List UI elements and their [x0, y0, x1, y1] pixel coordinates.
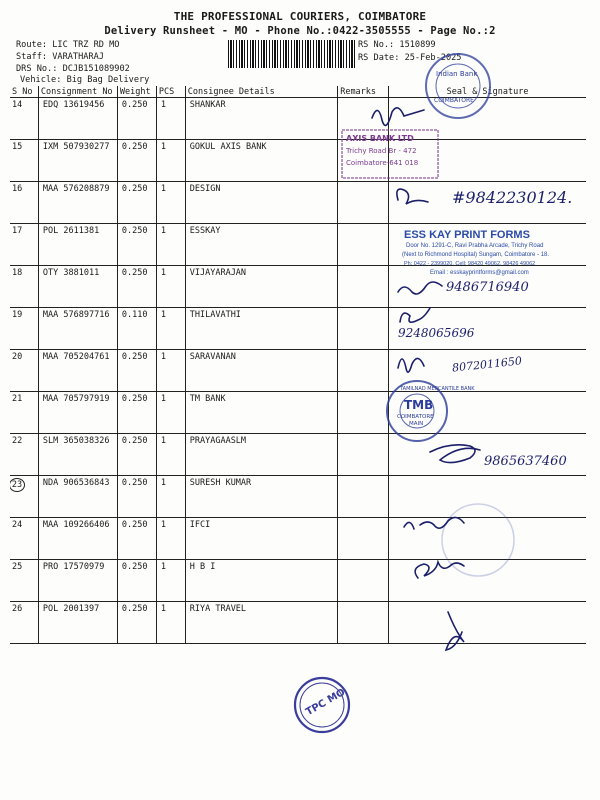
barcode: [228, 40, 356, 68]
indian-bank-stamp-city: COIMBATORE: [434, 97, 474, 104]
row-consignment-no: MAA 705204761: [38, 350, 117, 392]
axis-stamp-name: AXIS BANK LTD: [346, 134, 414, 143]
row-remarks: [338, 224, 389, 266]
row-consignee: PRAYAGAASLM: [185, 434, 337, 476]
row-seal-signature: [389, 140, 586, 182]
row-weight: 0.250: [117, 518, 156, 560]
table-row: [10, 602, 586, 644]
row-weight: 0.110: [117, 308, 156, 350]
tmb-stamp-city: COIMBATORE: [397, 414, 434, 420]
esskay-stamp-email: Email : esskayprintforms@gmail.com: [430, 270, 529, 276]
rs-date: RS Date: 25-Feb-2025: [358, 53, 462, 63]
row-consignee: IFCI: [185, 518, 337, 560]
row-consignee: RIYA TRAVEL: [185, 602, 337, 644]
table-row: [10, 98, 586, 140]
row-pcs: 1: [156, 518, 185, 560]
table-row: [10, 518, 586, 560]
row-sno: 25: [10, 560, 38, 602]
row-seal-signature: [389, 476, 586, 518]
row-pcs: 1: [156, 602, 185, 644]
esskay-stamp-addr2: (Next to Richmond Hospital) Sungam, Coimbatore - 18.: [402, 252, 550, 258]
row-sno: 26: [10, 602, 38, 644]
row-consignment-no: SLM 365038326: [38, 434, 117, 476]
row-weight: 0.250: [117, 140, 156, 182]
row-seal-signature: [389, 602, 586, 644]
row-consignment-no: EDQ 13619456: [38, 98, 117, 140]
row-sno: 20: [10, 350, 38, 392]
indian-bank-stamp-name: Indian Bank: [436, 70, 478, 78]
route-label: Route: LIC TRZ RD MO: [16, 40, 120, 50]
row-pcs: 1: [156, 182, 185, 224]
row-sno: 17: [10, 224, 38, 266]
row-consignee: THILAVATHI: [185, 308, 337, 350]
row-sno: 22: [10, 434, 38, 476]
row-seal-signature: [389, 98, 586, 140]
row-weight: 0.250: [117, 602, 156, 644]
axis-stamp-line3: Coimbatore-641 018: [346, 159, 419, 167]
row-remarks: [338, 392, 389, 434]
row-remarks: [338, 560, 389, 602]
row-consignment-no: MAA 576897716: [38, 308, 117, 350]
col-pcs: PCS: [156, 86, 185, 98]
tmb-stamp-logo: TMB: [404, 398, 434, 412]
row-remarks: [338, 350, 389, 392]
row-pcs: 1: [156, 308, 185, 350]
row-sno: 19: [10, 308, 38, 350]
row-seal-signature: [389, 518, 586, 560]
table-row: [10, 308, 586, 350]
row-consignment-no: PRO 17570979: [38, 560, 117, 602]
tpc-mo-stamp-text: TPC MO: [304, 686, 348, 719]
row-weight: 0.250: [117, 182, 156, 224]
col-seal-signature: Seal & Signature: [389, 86, 586, 98]
tmb-stamp-name: TAMILNAD MERCANTILE BANK: [400, 386, 475, 392]
row-seal-signature: [389, 560, 586, 602]
col-weight: Weight: [117, 86, 156, 98]
esskay-stamp-name: ESS KAY PRINT FORMS: [404, 229, 530, 241]
row-consignment-no: MAA 705797919: [38, 392, 117, 434]
row-sno: 24: [10, 518, 38, 560]
row-weight: 0.250: [117, 560, 156, 602]
drs-number: DRS No.: DCJB151089902: [16, 64, 130, 74]
row-pcs: 1: [156, 140, 185, 182]
handwritten-phone-row16: #9842230124.: [452, 188, 573, 207]
row-weight: 0.250: [117, 98, 156, 140]
row-sno: 14: [10, 98, 38, 140]
row-remarks: [338, 308, 389, 350]
row-weight: 0.250: [117, 224, 156, 266]
col-sno: S No: [10, 86, 38, 98]
row-consignment-no: IXM 507930277: [38, 140, 117, 182]
row-consignment-no: POL 2611381: [38, 224, 117, 266]
handwritten-phone-row22: 9865637460: [484, 454, 567, 469]
esskay-stamp-phone: Ph: 0422 - 2399020, Cell: 98420 49062, 98426 49062: [404, 261, 536, 267]
row-pcs: 1: [156, 224, 185, 266]
row-consignee: VIJAYARAJAN: [185, 266, 337, 308]
col-consignment: Consignment No: [38, 86, 117, 98]
row-pcs: 1: [156, 98, 185, 140]
table-header-row: [10, 86, 586, 98]
row-consignee: SARAVANAN: [185, 350, 337, 392]
row-pcs: 1: [156, 476, 185, 518]
row-remarks: [338, 602, 389, 644]
handwritten-phone-row20: 8072011650: [451, 354, 523, 375]
row-weight: 0.250: [117, 350, 156, 392]
esskay-stamp-addr1: Door No. 1291-C, Ravi Prabha Arcade, Trichy Road: [406, 243, 544, 249]
runsheet-subtitle: Delivery Runsheet - MO - Phone No.:0422-3505555 - Page No.:2: [104, 25, 496, 37]
row-consignee: SURESH KUMAR: [185, 476, 337, 518]
row-pcs: 1: [156, 434, 185, 476]
table-row: [10, 392, 586, 434]
vehicle-label: Vehicle: Big Bag Delivery: [20, 75, 150, 85]
axis-stamp-line2: Trichy Road Br - 472: [346, 147, 417, 155]
row-sno: 21: [10, 392, 38, 434]
row-consignment-no: MAA 576208879: [38, 182, 117, 224]
rs-number: RS No.: 1510899: [358, 40, 436, 50]
row-remarks: [338, 434, 389, 476]
row-consignment-no: MAA 109266406: [38, 518, 117, 560]
row-consignment-no: NDA 906536843: [38, 476, 117, 518]
row-weight: 0.250: [117, 392, 156, 434]
row-weight: 0.250: [117, 266, 156, 308]
row-remarks: [338, 266, 389, 308]
row-consignment-no: POL 2001397: [38, 602, 117, 644]
row-consignee: ESSKAY: [185, 224, 337, 266]
handwritten-phone-row19: 9248065696: [398, 326, 475, 340]
row-sno: 16: [10, 182, 38, 224]
tmb-stamp-branch: MAIN: [409, 421, 424, 427]
row-pcs: 1: [156, 392, 185, 434]
company-title: THE PROFESSIONAL COURIERS, COIMBATORE: [173, 10, 427, 23]
row-remarks: [338, 182, 389, 224]
row-remarks: [338, 476, 389, 518]
table-row: [10, 560, 586, 602]
row-sno: 15: [10, 140, 38, 182]
row-sno: [10, 476, 38, 518]
handwritten-phone-row18: 9486716940: [446, 280, 529, 295]
row-weight: 0.250: [117, 476, 156, 518]
col-consignee: Consignee Details: [185, 86, 337, 98]
col-remarks: Remarks: [338, 86, 389, 98]
row-consignment-no: OTY 3881011: [38, 266, 117, 308]
table-row: [10, 140, 586, 182]
staff-label: Staff: VARATHARAJ: [16, 52, 104, 62]
circled-serial: 23: [10, 478, 25, 492]
row-pcs: 1: [156, 350, 185, 392]
row-pcs: 1: [156, 560, 185, 602]
row-pcs: 1: [156, 266, 185, 308]
row-consignee: TM BANK: [185, 392, 337, 434]
row-sno: 18: [10, 266, 38, 308]
row-consignee: GOKUL AXIS BANK: [185, 140, 337, 182]
row-consignee: DESIGN: [185, 182, 337, 224]
row-consignee: SHANKAR: [185, 98, 337, 140]
row-remarks: [338, 518, 389, 560]
row-weight: 0.250: [117, 434, 156, 476]
table-row: [10, 476, 586, 518]
row-consignee: H B I: [185, 560, 337, 602]
